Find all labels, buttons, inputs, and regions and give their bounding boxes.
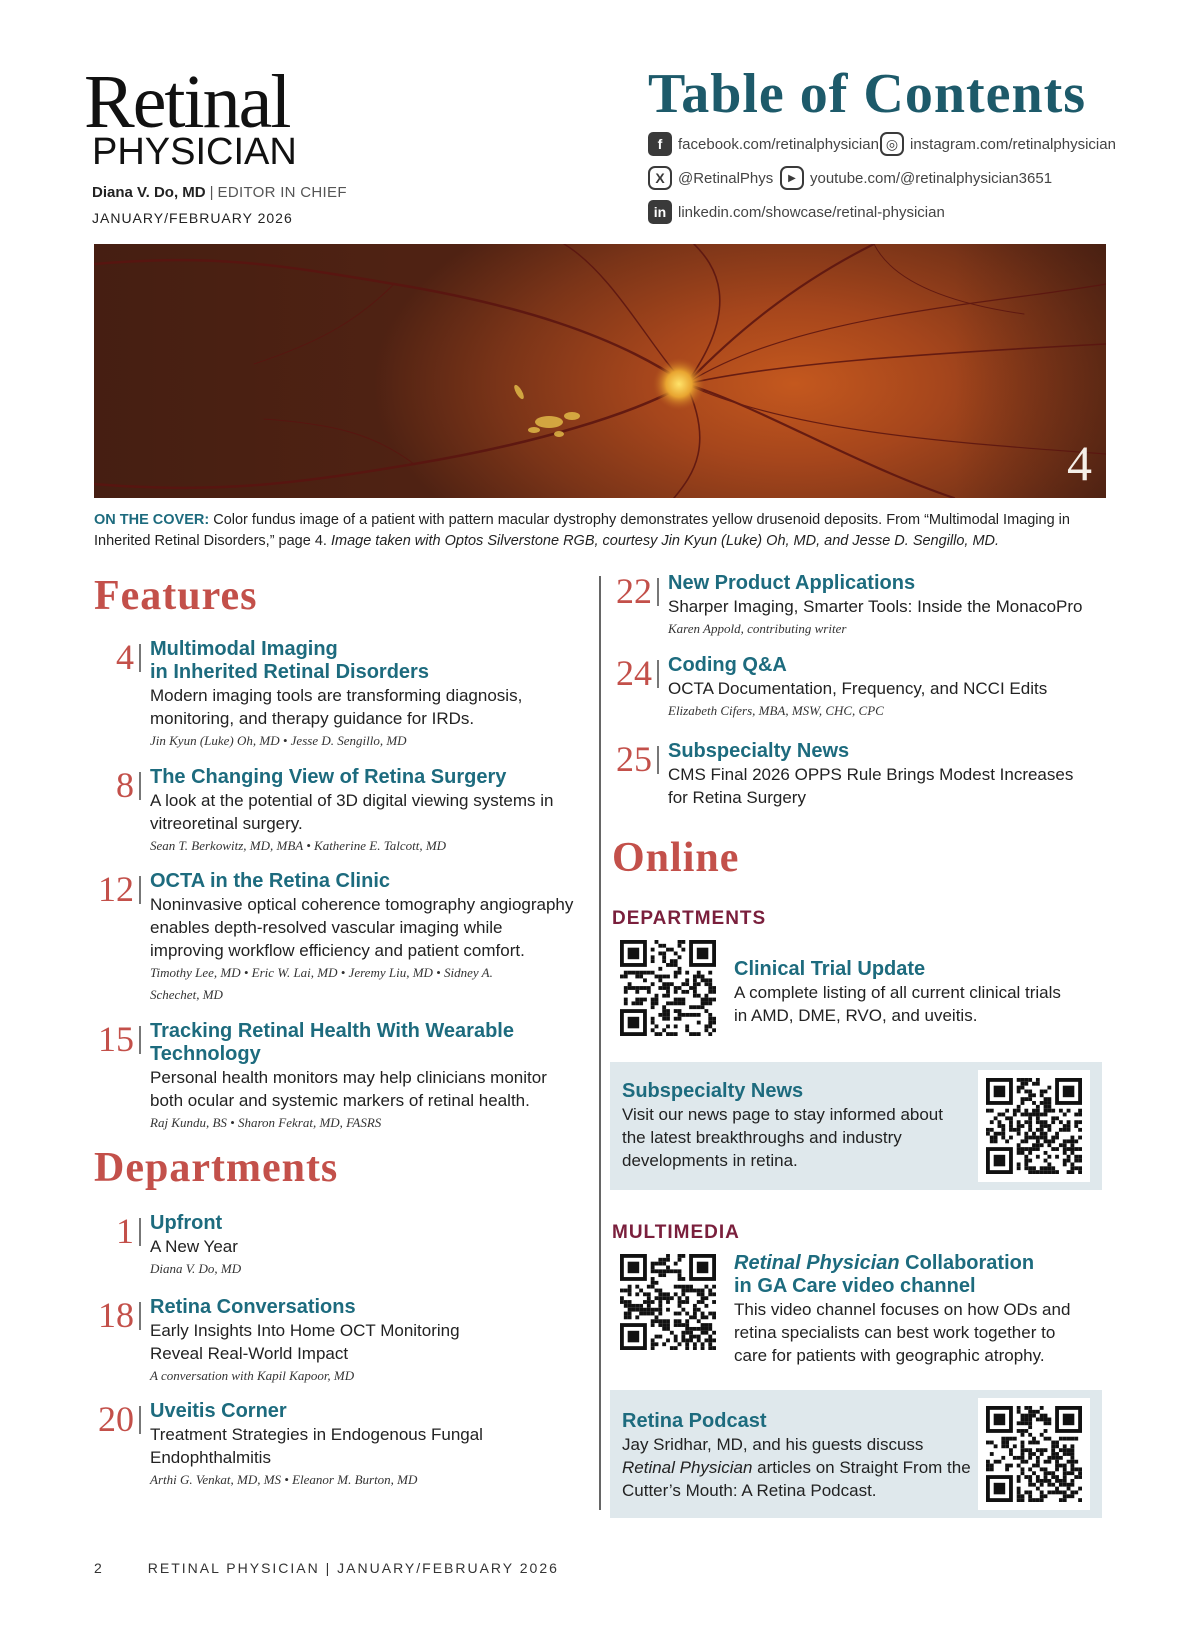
entry-title[interactable]: Retina Conversations bbox=[150, 1296, 356, 1318]
online-departments-label: DEPARTMENTS bbox=[612, 908, 767, 929]
entry-title[interactable]: Subspecialty News bbox=[668, 740, 850, 762]
entry-description: Modern imaging tools are transforming diagnosis, monitoring, and therapy guidance for IRDs. bbox=[150, 686, 523, 728]
logo-physician: PHYSICIAN bbox=[92, 131, 297, 173]
retina-podcast-title[interactable]: Retina Podcast bbox=[622, 1410, 767, 1432]
entry-page-number: 25 bbox=[616, 739, 652, 779]
entry-description: A look at the potential of 3D digital viewing systems in vitreoretinal surgery. bbox=[150, 791, 554, 833]
linkedin-link[interactable]: linkedin.com/showcase/retinal-physician bbox=[678, 203, 945, 221]
x-link[interactable]: @RetinalPhys bbox=[678, 169, 774, 187]
entry-page-number: 18 bbox=[98, 1295, 134, 1335]
entry-title[interactable]: Multimodal Imaging in Inherited Retinal Disorders bbox=[150, 638, 429, 683]
entry-authors: Arthi G. Venkat, MD, MS • Eleanor M. Burton, MD bbox=[150, 1472, 418, 1487]
online-multimedia-label: MULTIMEDIA bbox=[612, 1222, 740, 1243]
subspecialty-news-panel[interactable] bbox=[610, 1062, 1102, 1190]
cover-caption bbox=[94, 510, 1114, 552]
entry-divider bbox=[139, 1026, 141, 1054]
entry-divider bbox=[139, 1406, 141, 1434]
editor-name: Diana V. Do, MD bbox=[92, 184, 206, 201]
online-heading: Online bbox=[612, 835, 740, 881]
editor-role: EDITOR IN CHIEF bbox=[217, 184, 347, 201]
x-icon: X bbox=[648, 166, 672, 190]
social-x[interactable] bbox=[648, 166, 773, 190]
instagram-link[interactable]: instagram.com/retinalphysician bbox=[910, 135, 1116, 153]
collaboration-title[interactable]: Retinal Physician Collaboration in GA Care video channel bbox=[734, 1252, 1035, 1297]
entry-title[interactable]: Coding Q&A bbox=[668, 654, 787, 676]
clinical-trial-qr-code[interactable] bbox=[620, 940, 716, 1036]
subspecialty-news-qr-code[interactable] bbox=[978, 1070, 1090, 1182]
entry-page-number: 24 bbox=[616, 653, 652, 693]
collaboration-block[interactable] bbox=[734, 1252, 1114, 1367]
collaboration-qr-code[interactable] bbox=[620, 1254, 716, 1350]
clinical-trial-title[interactable]: Clinical Trial Update bbox=[734, 958, 926, 980]
entry-divider bbox=[139, 1302, 141, 1330]
facebook-icon: f bbox=[648, 132, 672, 156]
departments-heading: Departments bbox=[94, 1145, 339, 1191]
collaboration-description: This video channel focuses on how ODs and retina specialists can best work together to care for patients with geographic atrophy. bbox=[734, 1300, 1071, 1365]
entry-title[interactable]: OCTA in the Retina Clinic bbox=[150, 870, 391, 892]
entry-authors: Sean T. Berkowitz, MD, MBA • Katherine E. Talcott, MD bbox=[150, 838, 447, 853]
cover-caption-label: ON THE COVER: bbox=[94, 512, 210, 528]
entry-description: A New Year bbox=[150, 1237, 238, 1256]
right-column bbox=[612, 572, 1112, 1512]
entry-divider bbox=[139, 876, 141, 904]
qr-code-graphic bbox=[620, 940, 716, 1036]
entry-divider bbox=[657, 578, 659, 606]
qr-code-graphic bbox=[986, 1078, 1082, 1174]
retina-podcast-description: Jay Sridhar, MD, and his guests discuss Retinal Physician articles on Straight From the Cutter’s Mouth: A Retina Podcast. bbox=[622, 1435, 971, 1500]
entry-divider bbox=[139, 644, 141, 672]
entry-page-number: 12 bbox=[98, 869, 134, 909]
entry-page-number: 4 bbox=[116, 637, 134, 677]
retina-vessels-illustration bbox=[94, 244, 1106, 498]
entry-description: Early Insights Into Home OCT Monitoring Reveal Real-World Impact bbox=[150, 1321, 460, 1363]
column-divider bbox=[599, 576, 601, 1510]
social-facebook[interactable] bbox=[648, 132, 879, 156]
social-linkedin[interactable] bbox=[648, 200, 945, 224]
entry-divider bbox=[657, 660, 659, 688]
entry-description: Sharper Imaging, Smarter Tools: Inside the MonacoPro bbox=[668, 597, 1083, 616]
instagram-icon: ◎ bbox=[880, 132, 904, 156]
entry-authors: Jin Kyun (Luke) Oh, MD • Jesse D. Sengillo, MD bbox=[150, 733, 407, 748]
entry-title[interactable]: Tracking Retinal Health With Wearable Technology bbox=[150, 1020, 514, 1065]
clinical-trial-block[interactable] bbox=[734, 958, 1114, 1027]
issue-date: JANUARY/FEBRUARY 2026 bbox=[92, 210, 293, 226]
entry-authors: Karen Appold, contributing writer bbox=[668, 621, 847, 636]
entry-divider bbox=[139, 1218, 141, 1246]
left-column bbox=[94, 572, 594, 1492]
cover-caption-text: Color fundus image of a patient with pattern macular dystrophy demonstrates yellow drusenoid deposits. From “Multimodal Imaging in Inherited Retinal Disorders,” page 4. bbox=[94, 512, 1070, 549]
footer-text: RETINAL PHYSICIAN | JANUARY/FEBRUARY 2026 bbox=[147, 1560, 559, 1576]
entry-divider bbox=[657, 746, 659, 774]
cover-fundus-image bbox=[94, 244, 1106, 498]
entry-description: Treatment Strategies in Endogenous Fungal Endophthalmitis bbox=[150, 1425, 483, 1467]
features-heading: Features bbox=[94, 573, 258, 619]
subspecialty-news-description: Visit our news page to stay informed about the latest breakthroughs and industry developments in retina. bbox=[622, 1105, 943, 1170]
entry-page-number: 1 bbox=[116, 1211, 134, 1251]
entry-page-number: 8 bbox=[116, 765, 134, 805]
entry-description: CMS Final 2026 OPPS Rule Brings Modest Increases for Retina Surgery bbox=[668, 765, 1074, 807]
page-title: Table of Contents bbox=[648, 63, 1087, 125]
entry-authors: Diana V. Do, MD bbox=[150, 1261, 242, 1276]
social-youtube[interactable] bbox=[780, 166, 1052, 190]
retina-podcast-qr-code[interactable] bbox=[978, 1398, 1090, 1510]
youtube-icon: ▶ bbox=[780, 166, 804, 190]
cover-page-number: 4 bbox=[1067, 435, 1092, 491]
page-footer bbox=[94, 1560, 559, 1576]
editor-separator: | bbox=[209, 184, 214, 201]
entry-page-number: 15 bbox=[98, 1019, 134, 1059]
subspecialty-news-title[interactable]: Subspecialty News bbox=[622, 1080, 804, 1102]
entry-title[interactable]: New Product Applications bbox=[668, 572, 916, 594]
retina-podcast-panel[interactable] bbox=[610, 1390, 1102, 1518]
qr-code-graphic bbox=[620, 1254, 716, 1350]
entry-title[interactable]: The Changing View of Retina Surgery bbox=[150, 766, 507, 788]
logo-retinal: Retinal bbox=[84, 60, 290, 144]
entry-description: OCTA Documentation, Frequency, and NCCI Edits bbox=[668, 679, 1048, 698]
entry-authors: Timothy Lee, MD • Eric W. Lai, MD • Jeremy Liu, MD • Sidney A. Schechet, MD bbox=[150, 965, 493, 1002]
clinical-trial-description: A complete listing of all current clinical trials in AMD, DME, RVO, and uveitis. bbox=[734, 983, 1061, 1025]
entry-authors: Elizabeth Cifers, MBA, MSW, CHC, CPC bbox=[668, 703, 884, 718]
linkedin-icon: in bbox=[648, 200, 672, 224]
entry-title[interactable]: Uveitis Corner bbox=[150, 1400, 287, 1422]
editor-line bbox=[92, 184, 347, 201]
entry-description: Noninvasive optical coherence tomography angiography enables depth-resolved vascular imaging while improving workflow efficiency and patient comfort. bbox=[150, 895, 574, 960]
entry-page-number: 20 bbox=[98, 1399, 134, 1439]
entry-authors: A conversation with Kapil Kapoor, MD bbox=[150, 1368, 355, 1383]
entry-authors: Raj Kundu, BS • Sharon Fekrat, MD, FASRS bbox=[150, 1115, 382, 1130]
entry-divider bbox=[139, 772, 141, 800]
facebook-link[interactable]: facebook.com/retinalphysician bbox=[678, 135, 879, 153]
qr-code-graphic bbox=[986, 1406, 1082, 1502]
entry-page-number: 22 bbox=[616, 571, 652, 611]
entry-description: Personal health monitors may help clinicians monitor both ocular and systemic markers of retinal health. bbox=[150, 1068, 547, 1110]
entry-title[interactable]: Upfront bbox=[150, 1212, 223, 1234]
footer-page-number: 2 bbox=[94, 1560, 102, 1576]
social-instagram[interactable] bbox=[880, 132, 1116, 156]
cover-caption-credit: Image taken with Optos Silverstone RGB, courtesy Jin Kyun (Luke) Oh, MD, and Jesse D. Sengillo, MD. bbox=[330, 533, 1000, 549]
youtube-link[interactable]: youtube.com/@retinalphysician3651 bbox=[810, 169, 1053, 187]
